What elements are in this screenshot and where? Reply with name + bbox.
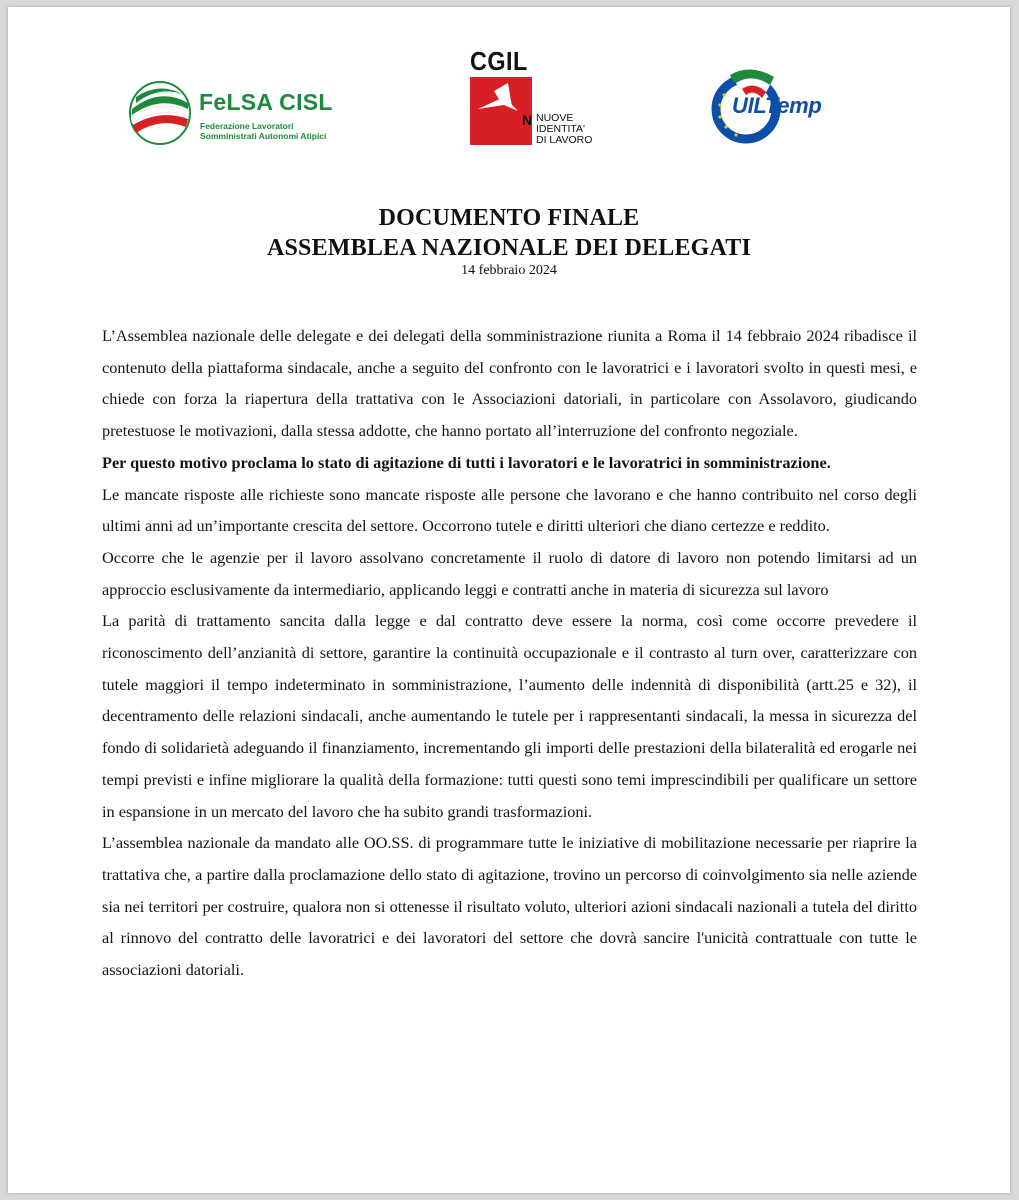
nidil-line-2: IDENTITA' bbox=[536, 123, 586, 135]
felsa-subtitle-line-1: Federazione Lavoratori bbox=[200, 121, 294, 131]
uiltemp-logo bbox=[710, 65, 860, 145]
nidil-line-1: NUOVE bbox=[536, 112, 574, 124]
felsa-logo-subtitle bbox=[200, 121, 326, 141]
nidil-wordmark bbox=[536, 113, 592, 146]
paragraph-intro: L’Assemblea nazionale delle delegate e dei delegati della somministrazione riunita a Roma il 14 febbraio 2024 ribadisce il contenuto della piattaforma sindacale, anche a seguito del confronto con le lavoratrici e i lavoratori svolto in questi mesi, e chiede con forza la riapertura della trattativa con le Associazioni datoriali, in particolare con Assolavoro, giudicando pretestuose le motivazioni, dalla stessa addotte, che hanno portato all’interruzione del confronto negoziale. bbox=[102, 326, 917, 441]
felsa-cisl-logo bbox=[126, 79, 356, 147]
document-subtitle: ASSEMBLEA NAZIONALE DEI DELEGATI bbox=[266, 235, 752, 261]
nidil-line-3: DI LAVORO bbox=[536, 134, 593, 146]
paragraph-mancate-risposte: Le mancate risposte alle richieste sono mancate risposte alle persone che lavorano e che hanno contribuito nel corso degli ultimi anni ad un’importante crescita del settore. Occorrono tutele e diritti ulteriori che diano certezze e reddito. bbox=[102, 484, 917, 536]
felsa-logo-name: FeLSA CISL bbox=[199, 89, 333, 115]
uiltemp-logo-name: UILTemp bbox=[732, 93, 822, 118]
document-body bbox=[102, 320, 917, 986]
paragraph-agenzie: Occorre che le agenzie per il lavoro assolvano concretamente il ruolo di datore di lavoro non potendo limitarsi ad un approccio esclusivamente da intermediario, applicando leggi e contratti anche in materia di sicurezza sul lavoro bbox=[102, 547, 917, 599]
document-heading bbox=[8, 203, 1010, 279]
document-title: DOCUMENTO FINALE bbox=[378, 205, 640, 231]
document-date: 14 febbraio 2024 bbox=[461, 263, 557, 278]
cgil-nidil-logo bbox=[464, 47, 604, 151]
paragraph-mandato: L’assemblea nazionale da mandato alle OO.SS. di programmare tutte le iniziative di mobilitazione necessarie per riaprire la trattativa che, a partire dalla proclamazione dello stato di agitazione, trovino un percorso di coinvolgimento sia nelle aziende sia nei territori per costruire, qualora non si ottenesse il risultato voluto, ulteriori azioni sindacali nazionali a tutela del diritto al rinnovo del contratto delle lavoratrici e dei lavoratori del settore che dovrà sancire l'unicità contrattuale con tutte le associazioni datoriali. bbox=[102, 833, 917, 980]
felsa-emblem-icon bbox=[126, 79, 196, 147]
document-page bbox=[8, 7, 1010, 1193]
svg-text:N: N bbox=[522, 112, 533, 128]
paragraph-proclamation: Per questo motivo proclama lo stato di agitazione di tutti i lavoratori e le lavoratrici in somministrazione. bbox=[102, 452, 831, 472]
paragraph-parita-trattamento: La parità di trattamento sancita dalla legge e dal contratto deve essere la norma, così come occorre prevedere il riconoscimento dell’anzianità di settore, garantire la continuità occupazionale e il contrasto al turn over, caratterizzare con tutele maggiori il tempo indeterminato in somministrazione, l’aumento delle indennità di disponibilità (artt.25 e 32), il decentramento delle relazioni sindacali, anche aumentando le tutele per i rappresentanti sindacali, la messa in sicurezza del fondo di solidarietà adeguando il finanziamento, incrementando gli importi delle prestazioni della bilateralità ed erogarle nei tempi previsti e infine migliorare la qualità della formazione: tutti questi sono temi imprescindibili per qualificare un settore in espansione in un mercato del lavoro che ha subito grandi trasformazioni. bbox=[102, 611, 917, 821]
felsa-subtitle-line-2: Somministrati Autonomi Atipici bbox=[200, 131, 327, 141]
cgil-logo-name: CGIL bbox=[470, 46, 528, 76]
